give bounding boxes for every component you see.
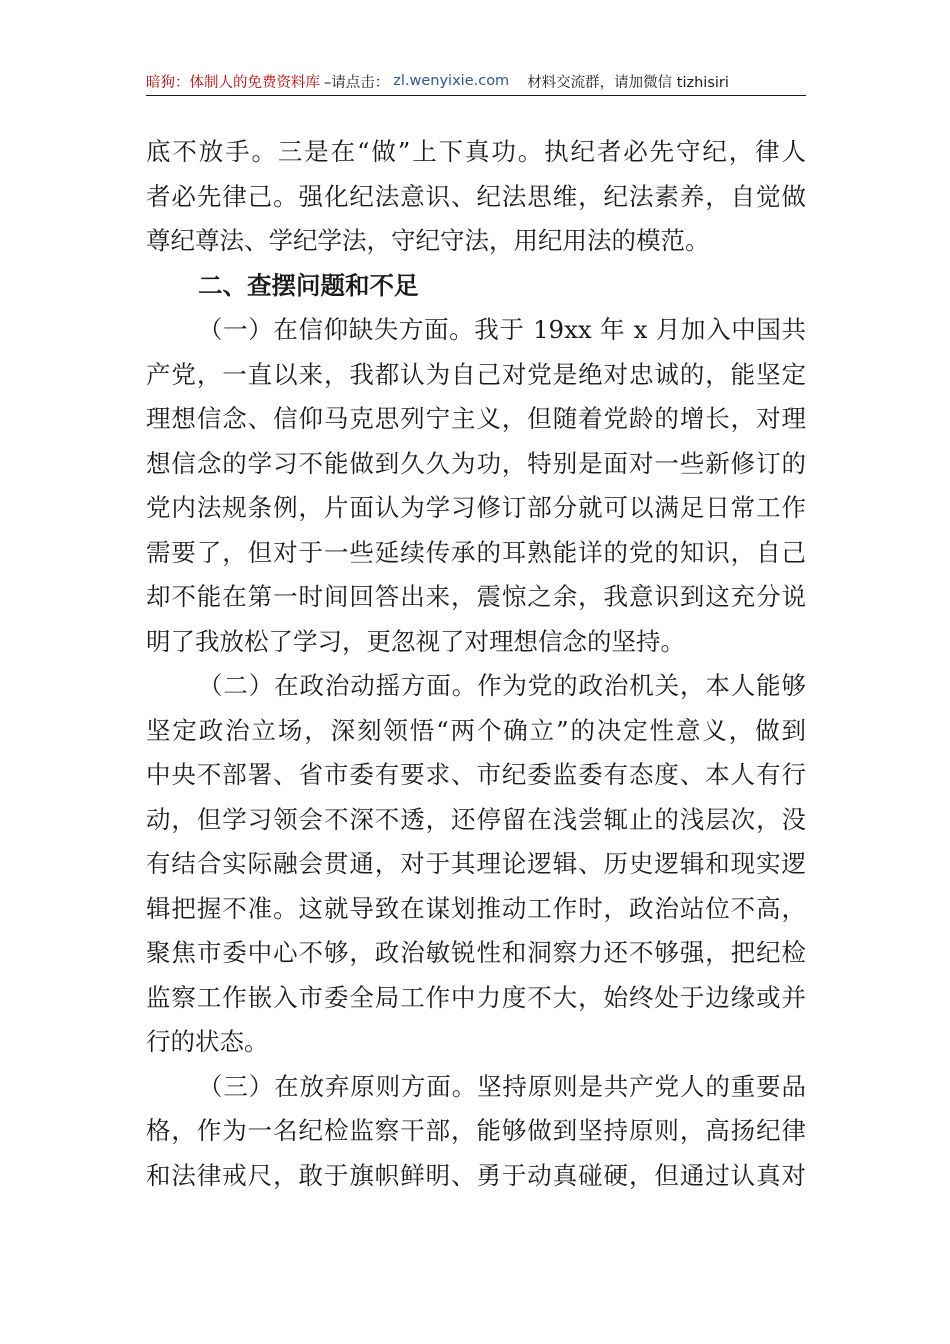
body-line: 坚定政治立场，深刻领悟“两个确立”的决定性意义，做到: [146, 715, 806, 745]
body-line: 想信念的学习不能做到久久为功，特别是面对一些新修订的: [146, 448, 806, 478]
body-line: 需要了，但对于一些延续传承的耳熟能详的党的知识，自己: [146, 537, 806, 567]
header-link-prefix: –请点击：: [324, 74, 390, 91]
page-header: [146, 68, 806, 94]
body-line: 尊纪尊法、学纪学法，守纪守法，用纪用法的模范。: [146, 226, 710, 255]
paragraph-start-line: （三）在放弃原则方面。坚持原则是共产党人的重要品: [198, 1071, 806, 1101]
header-link[interactable]: zl.wenyixie.com: [393, 73, 510, 89]
body-line: 明了我放松了学习，更忽视了对理想信念的坚持。: [146, 626, 685, 656]
body-line: 却不能在第一时间回答出来，震惊之余，我意识到这充分说: [146, 582, 806, 611]
body-line: 者必先律己。强化纪法意识、纪法思维，纪法素养，自觉做: [146, 181, 806, 211]
body-line: 辑把握不准。这就导致在谋划推动工作时，政治站位不高，: [146, 893, 806, 923]
paragraph-start-line: （二）在政治动摇方面。作为党的政治机关，本人能够: [198, 671, 806, 700]
header-brand: 暗狗：体制人的免费资料库: [146, 74, 320, 91]
body-line: 党内法规条例，片面认为学习修订部分就可以满足日常工作: [146, 493, 806, 522]
body-line: 中央不部署、省市委有要求、市纪委监委有态度、本人有行: [146, 760, 806, 789]
body-line: 底不放手。三是在“做”上下真功。执纪者必先守纪，律人: [146, 137, 806, 166]
body-line: 和法律戒尺，敢于旗帜鲜明、勇于动真碰硬，但通过认真对: [146, 1160, 806, 1190]
section-heading: 二、查摆问题和不足: [198, 270, 419, 300]
body-line: 有结合实际融会贯通，对于其理论逻辑、历史逻辑和现实逻: [146, 849, 806, 878]
document-body: [146, 130, 806, 1198]
body-line: 格，作为一名纪检监察干部，能够做到坚持原则，高扬纪律: [146, 1116, 806, 1145]
header-divider: [146, 95, 806, 96]
body-line: 行的状态。: [146, 1027, 269, 1056]
paragraph-start-line: （一）在信仰缺失方面。我于 19xx 年 x 月加入中国共: [198, 315, 806, 344]
body-line: 产党，一直以来，我都认为自己对党是绝对忠诚的，能坚定: [146, 359, 806, 389]
body-line: 监察工作嵌入市委全局工作中力度不大，始终处于边缘或并: [146, 982, 806, 1012]
body-line: 动，但学习领会不深不透，还停留在浅尝辄止的浅层次，没: [146, 804, 806, 834]
body-line: 聚焦市委中心不够，政治敏锐性和洞察力还不够强，把纪检: [146, 938, 806, 967]
header-group-note: 材料交流群，请加微信 tizhisiri: [527, 74, 729, 91]
body-line: 理想信念、信仰马克思列宁主义，但随着党龄的增长，对理: [146, 404, 806, 433]
